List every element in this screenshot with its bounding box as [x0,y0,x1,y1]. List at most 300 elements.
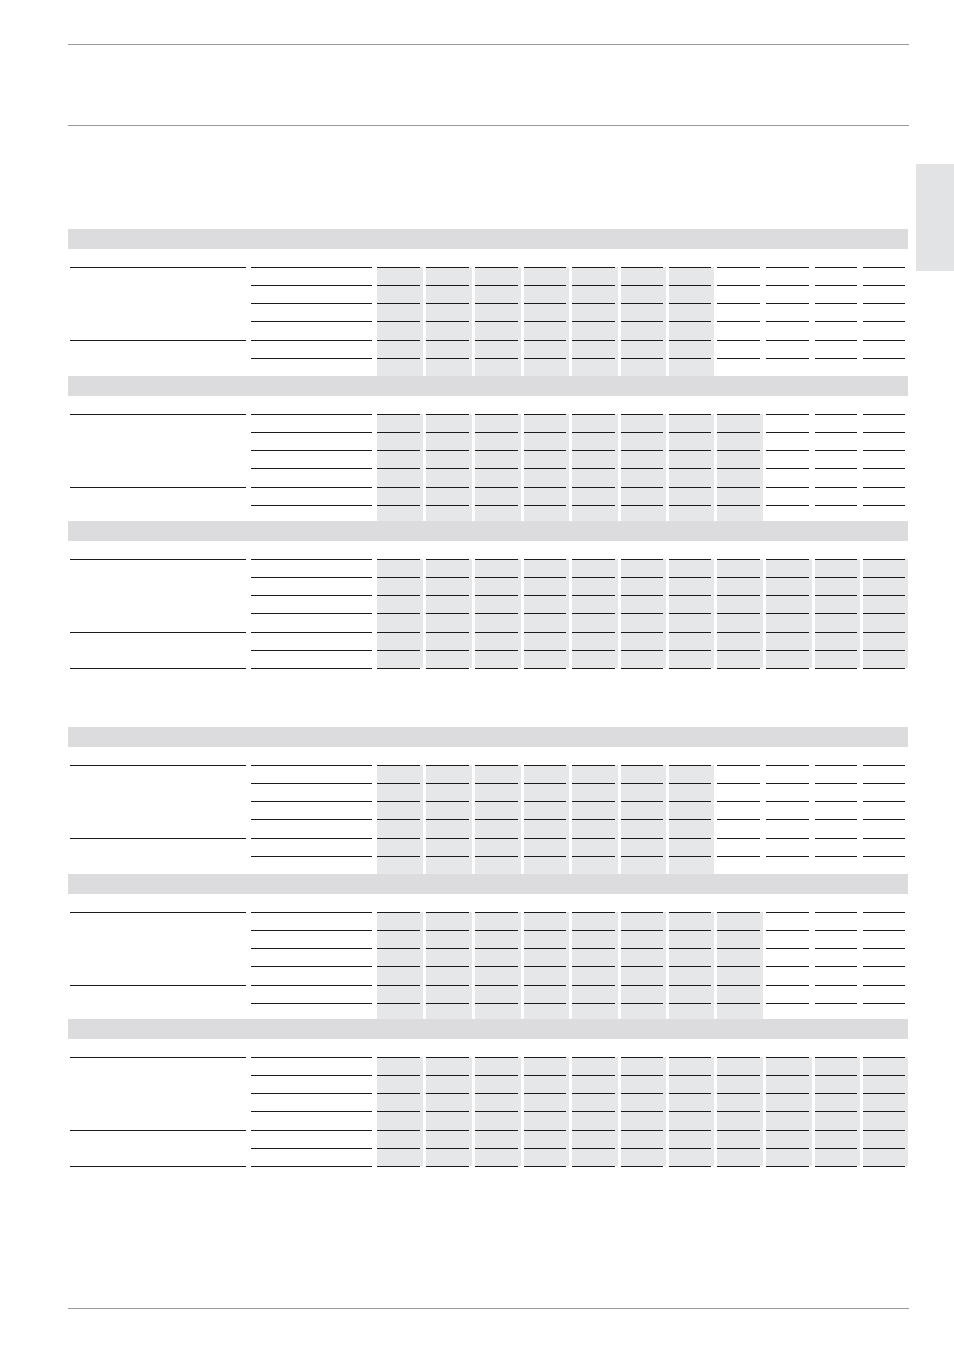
value-rule [475,267,518,268]
value-rule [475,856,518,857]
value-rule [766,1093,809,1094]
value-rule [572,450,615,451]
value-rule [717,1166,760,1167]
value-rule [863,450,905,451]
value-rule [426,450,469,451]
value-rule [572,577,615,578]
value-rule [475,285,518,286]
sublabel-rule [251,613,372,614]
value-rule [863,765,905,766]
value-rule [863,613,905,614]
sublabel-rule [251,838,372,839]
value-rule [669,1093,711,1094]
sublabel-rule [251,340,372,341]
sublabel-rule [251,414,372,415]
value-rule [475,303,518,304]
value-rule [863,303,905,304]
value-rule [426,285,469,286]
value-rule [377,432,420,433]
value-rule [863,505,905,506]
value-rule [621,650,663,651]
value-rule [766,801,809,802]
value-rule [572,650,615,651]
value-rule [766,505,809,506]
value-rule [377,783,420,784]
value-rule [669,1057,711,1058]
value-rule [717,468,760,469]
value-rule [717,1130,760,1131]
value-rule [669,414,711,415]
value-rule [669,1003,711,1004]
sublabel-rule [251,930,372,931]
value-rule [475,1057,518,1058]
value-rule [766,650,809,651]
value-rule [426,930,469,931]
sublabel-rule [251,1075,372,1076]
value-rule [717,912,760,913]
value-rule [475,577,518,578]
value-rule [524,1075,566,1076]
value-rule [621,1166,663,1167]
value-rule [621,285,663,286]
value-rule [621,930,663,931]
value-rule [524,650,566,651]
value-rule [426,1003,469,1004]
value-rule [815,1148,857,1149]
value-rule [863,1057,905,1058]
value-rule [717,505,760,506]
value-rule [863,838,905,839]
value-rule [475,1148,518,1149]
value-rule [621,985,663,986]
sublabel-rule [251,358,372,359]
value-rule [377,468,420,469]
value-rule [524,930,566,931]
value-rule [377,1166,420,1167]
value-rule [669,856,711,857]
value-rule [426,1130,469,1131]
value-rule [669,948,711,949]
value-rule [377,1111,420,1112]
value-rule [426,1093,469,1094]
value-rule [572,948,615,949]
value-rule [815,340,857,341]
value-rule [717,650,760,651]
value-rule [377,450,420,451]
value-rule [475,838,518,839]
value-rule [524,948,566,949]
value-rule [572,559,615,560]
value-rule [717,577,760,578]
value-rule [524,819,566,820]
value-rule [426,505,469,506]
value-rule [815,1093,857,1094]
value-rule [815,505,857,506]
value-rule [475,650,518,651]
value-rule [426,468,469,469]
value-rule [524,340,566,341]
value-rule [524,1003,566,1004]
value-rule [475,595,518,596]
value-rule [572,340,615,341]
value-rule [572,819,615,820]
value-rule [475,668,518,669]
value-rule [766,1111,809,1112]
value-rule [669,595,711,596]
value-rule [669,1111,711,1112]
value-rule [863,1093,905,1094]
value-rule [815,668,857,669]
label-rule [70,487,246,488]
value-rule [426,303,469,304]
value-rule [717,358,760,359]
value-rule [426,487,469,488]
value-rule [572,414,615,415]
value-rule [766,1003,809,1004]
value-rule [377,801,420,802]
value-rule [524,450,566,451]
value-rule [766,1148,809,1149]
value-rule [717,783,760,784]
value-rule [717,966,760,967]
value-rule [766,414,809,415]
value-rule [815,1057,857,1058]
value-rule [524,1166,566,1167]
value-rule [475,985,518,986]
sublabel-rule [251,765,372,766]
value-rule [377,1057,420,1058]
value-rule [475,1111,518,1112]
label-rule [70,765,246,766]
value-rule [572,930,615,931]
value-rule [524,1130,566,1131]
sublabel-rule [251,267,372,268]
value-rule [766,577,809,578]
value-rule [621,632,663,633]
value-rule [621,595,663,596]
value-rule [621,966,663,967]
value-rule [524,487,566,488]
value-rule [377,321,420,322]
section-header-band [68,521,908,541]
sublabel-rule [251,632,372,633]
value-rule [572,595,615,596]
value-rule [524,801,566,802]
value-rule [572,1075,615,1076]
value-rule [863,595,905,596]
value-rule [475,613,518,614]
value-rule [766,838,809,839]
value-rule [669,912,711,913]
sublabel-rule [251,559,372,560]
value-rule [815,966,857,967]
value-rule [621,1130,663,1131]
value-rule [815,358,857,359]
value-rule [717,819,760,820]
value-rule [426,801,469,802]
sublabel-rule [251,668,372,669]
value-rule [717,595,760,596]
sublabel-rule [251,912,372,913]
sublabel-rule [251,487,372,488]
top-rule [68,44,909,45]
value-rule [717,340,760,341]
value-rule [815,632,857,633]
value-rule [766,668,809,669]
value-rule [669,432,711,433]
value-rule [377,1093,420,1094]
value-rule [863,285,905,286]
sublabel-rule [251,1111,372,1112]
sublabel-rule [251,650,372,651]
value-rule [572,985,615,986]
value-rule [377,912,420,913]
value-rule [863,801,905,802]
value-rule [377,285,420,286]
label-rule [70,838,246,839]
value-rule [766,487,809,488]
side-tab[interactable] [916,164,954,271]
value-rule [377,838,420,839]
value-rule [863,912,905,913]
value-rule [766,985,809,986]
value-rule [815,487,857,488]
value-rule [377,414,420,415]
value-rule [669,340,711,341]
value-rule [524,1093,566,1094]
value-rule [475,321,518,322]
value-rule [524,966,566,967]
value-rule [766,432,809,433]
value-rule [717,632,760,633]
value-rule [815,267,857,268]
value-rule [717,930,760,931]
value-rule [475,819,518,820]
value-rule [815,285,857,286]
value-rule [426,1075,469,1076]
value-rule [669,801,711,802]
value-rule [863,487,905,488]
value-rule [377,856,420,857]
value-rule [815,985,857,986]
value-rule [572,966,615,967]
value-rule [766,595,809,596]
sublabel-rule [251,856,372,857]
value-rule [426,414,469,415]
value-rule [669,783,711,784]
value-rule [572,632,615,633]
label-rule [70,267,246,268]
value-rule [524,559,566,560]
value-rule [426,632,469,633]
value-rule [669,966,711,967]
value-rule [377,819,420,820]
value-rule [766,948,809,949]
value-rule [815,432,857,433]
value-rule [815,765,857,766]
value-rule [863,856,905,857]
value-rule [717,285,760,286]
sublabel-rule [251,783,372,784]
value-rule [766,613,809,614]
value-rule [717,838,760,839]
value-rule [524,468,566,469]
value-rule [524,838,566,839]
value-rule [377,668,420,669]
value-rule [621,1148,663,1149]
value-rule [863,1166,905,1167]
value-rule [475,1003,518,1004]
value-rule [863,340,905,341]
value-rule [572,613,615,614]
value-rule [815,613,857,614]
value-rule [717,414,760,415]
value-rule [524,267,566,268]
sublabel-rule [251,1003,372,1004]
label-rule [70,1130,246,1131]
value-rule [717,1111,760,1112]
value-rule [572,358,615,359]
value-rule [475,966,518,967]
value-rule [475,930,518,931]
value-rule [717,801,760,802]
value-rule [572,468,615,469]
value-rule [572,783,615,784]
value-rule [572,668,615,669]
value-rule [426,765,469,766]
value-rule [766,321,809,322]
value-rule [475,801,518,802]
value-rule [766,559,809,560]
value-rule [669,487,711,488]
value-rule [863,930,905,931]
value-rule [815,650,857,651]
value-rule [377,930,420,931]
sublabel-rule [251,1057,372,1058]
value-rule [815,414,857,415]
value-rule [766,632,809,633]
value-rule [717,267,760,268]
value-rule [815,948,857,949]
sublabel-rule [251,948,372,949]
value-rule [669,1130,711,1131]
value-rule [815,912,857,913]
value-rule [717,765,760,766]
value-rule [669,303,711,304]
value-rule [717,321,760,322]
value-rule [669,1166,711,1167]
header-rule [68,125,909,126]
value-rule [621,1093,663,1094]
value-rule [621,321,663,322]
value-rule [815,1166,857,1167]
value-rule [524,505,566,506]
value-rule [815,450,857,451]
value-rule [621,765,663,766]
value-rule [669,1148,711,1149]
value-rule [426,948,469,949]
value-rule [621,340,663,341]
section-header-band [68,376,908,396]
value-rule [524,668,566,669]
value-rule [377,765,420,766]
value-rule [863,632,905,633]
value-rule [524,432,566,433]
value-rule [621,577,663,578]
value-rule [524,765,566,766]
value-rule [572,1057,615,1058]
value-rule [524,783,566,784]
value-rule [572,1111,615,1112]
value-rule [377,650,420,651]
value-rule [766,783,809,784]
value-rule [475,432,518,433]
value-rule [717,1075,760,1076]
value-rule [377,1075,420,1076]
value-rule [863,966,905,967]
value-rule [669,613,711,614]
value-rule [766,285,809,286]
value-rule [815,1075,857,1076]
value-rule [621,559,663,560]
value-rule [426,856,469,857]
sublabel-rule [251,577,372,578]
sublabel-rule [251,303,372,304]
value-rule [815,559,857,560]
sublabel-rule [251,1166,372,1167]
value-rule [475,1166,518,1167]
value-rule [621,856,663,857]
value-rule [669,985,711,986]
value-rule [572,912,615,913]
value-rule [377,358,420,359]
value-rule [815,1111,857,1112]
value-rule [863,358,905,359]
value-rule [426,1148,469,1149]
value-rule [572,285,615,286]
value-rule [377,948,420,949]
label-rule [70,340,246,341]
value-rule [863,650,905,651]
value-rule [669,358,711,359]
value-rule [426,650,469,651]
value-rule [475,1130,518,1131]
value-rule [863,1075,905,1076]
value-rule [766,1057,809,1058]
value-rule [863,1130,905,1131]
value-rule [669,668,711,669]
value-rule [621,1057,663,1058]
sublabel-rule [251,966,372,967]
label-rule [70,632,246,633]
value-rule [766,450,809,451]
value-rule [524,856,566,857]
sublabel-rule [251,432,372,433]
value-rule [475,948,518,949]
value-rule [572,1093,615,1094]
section-header-band [68,727,908,747]
sublabel-rule [251,985,372,986]
label-rule [70,414,246,415]
value-rule [815,595,857,596]
value-rule [377,985,420,986]
value-rule [377,267,420,268]
value-rule [766,358,809,359]
value-rule [524,414,566,415]
value-rule [572,267,615,268]
value-rule [572,765,615,766]
value-rule [863,321,905,322]
